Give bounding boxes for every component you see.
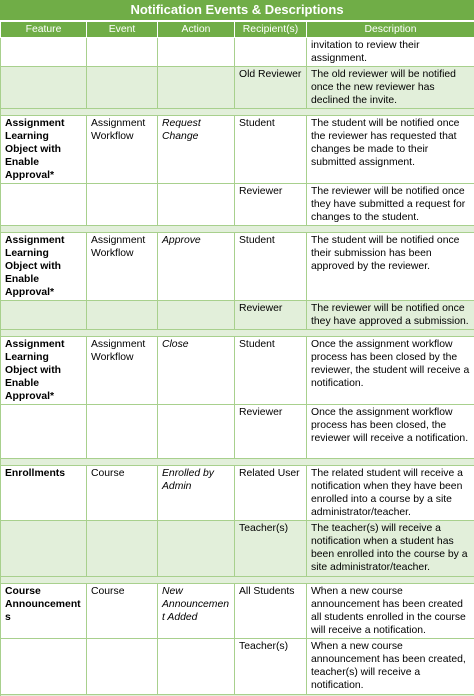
cell-action (158, 184, 235, 226)
cell-recipient: Student (235, 233, 307, 301)
row-separator (1, 577, 474, 584)
table-row (1, 184, 474, 226)
cell-action (158, 38, 235, 67)
table-row (1, 233, 474, 301)
cell-feature: Assignment Learning Object with Enable Approval* (1, 337, 87, 405)
cell-recipient: Student (235, 337, 307, 405)
cell-description: When a new course announcement has been created all students enrolled in the course will receive a notification. (307, 584, 474, 639)
header-row (1, 22, 474, 38)
cell-action (158, 405, 235, 459)
cell-feature (1, 67, 87, 109)
cell-feature (1, 38, 87, 67)
cell-action: Approve (158, 233, 235, 301)
notification-table (0, 21, 474, 696)
cell-event: Assignment Workflow (87, 233, 158, 301)
cell-event (87, 405, 158, 459)
cell-action (158, 301, 235, 330)
table-row (1, 466, 474, 521)
cell-recipient: Reviewer (235, 405, 307, 459)
cell-description: The reviewer will be notified once they have approved a submission. (307, 301, 474, 330)
cell-description: When a new course announcement has been created, teacher(s) will receive a notification. (307, 639, 474, 695)
cell-description: The student will be notified once their submission has been approved by the reviewer. (307, 233, 474, 301)
cell-description: The reviewer will be notified once they have submitted a request for changes to the student. (307, 184, 474, 226)
cell-recipient: Student (235, 116, 307, 184)
cell-event (87, 521, 158, 577)
cell-recipient: Reviewer (235, 301, 307, 330)
table-row (1, 301, 474, 330)
table-row (1, 521, 474, 577)
cell-action: Close (158, 337, 235, 405)
table-row (1, 639, 474, 695)
cell-event (87, 67, 158, 109)
cell-description: The teacher(s) will receive a notification when a student has been enrolled into the course by a site administrator/teacher. (307, 521, 474, 577)
cell-description: Once the assignment workflow process has been closed by the reviewer, the student will receive a notification. (307, 337, 474, 405)
cell-action (158, 639, 235, 695)
cell-feature (1, 405, 87, 459)
cell-feature (1, 521, 87, 577)
cell-event (87, 639, 158, 695)
header-description: Description (307, 22, 474, 38)
cell-feature (1, 639, 87, 695)
cell-feature (1, 184, 87, 226)
cell-description: The student will be notified once the reviewer has requested that changes be made to their submitted assignment. (307, 116, 474, 184)
cell-event (87, 184, 158, 226)
cell-event: Course (87, 466, 158, 521)
table-row (1, 116, 474, 184)
cell-recipient: Old Reviewer (235, 67, 307, 109)
table-row (1, 67, 474, 109)
table-title: Notification Events & Descriptions (0, 0, 474, 21)
cell-action: New Announcement Added (158, 584, 235, 639)
cell-event (87, 301, 158, 330)
cell-event (87, 38, 158, 67)
table-row (1, 38, 474, 67)
cell-feature (1, 301, 87, 330)
cell-action (158, 67, 235, 109)
table-row (1, 337, 474, 405)
table-row (1, 405, 474, 459)
cell-feature: Assignment Learning Object with Enable Approval* (1, 116, 87, 184)
header-action: Action (158, 22, 235, 38)
cell-description: The old reviewer will be notified once the new reviewer has declined the invite. (307, 67, 474, 109)
header-recipients: Recipient(s) (235, 22, 307, 38)
cell-action: Enrolled by Admin (158, 466, 235, 521)
cell-feature: Assignment Learning Object with Enable Approval* (1, 233, 87, 301)
row-separator (1, 226, 474, 233)
cell-event: Course (87, 584, 158, 639)
cell-recipient: Teacher(s) (235, 639, 307, 695)
cell-recipient: Teacher(s) (235, 521, 307, 577)
cell-feature: Course Announcements (1, 584, 87, 639)
cell-event: Assignment Workflow (87, 337, 158, 405)
table-row (1, 584, 474, 639)
cell-action: Request Change (158, 116, 235, 184)
row-separator (1, 330, 474, 337)
header-feature: Feature (1, 22, 87, 38)
cell-recipient (235, 38, 307, 67)
header-event: Event (87, 22, 158, 38)
cell-recipient: Related User (235, 466, 307, 521)
cell-feature: Enrollments (1, 466, 87, 521)
cell-description: invitation to review their assignment. (307, 38, 474, 67)
cell-description: The related student will receive a notification when they have been enrolled into a course by a site administrator/teacher. (307, 466, 474, 521)
cell-action (158, 521, 235, 577)
cell-recipient: Reviewer (235, 184, 307, 226)
cell-description: Once the assignment workflow process has been closed, the reviewer will receive a notification. (307, 405, 474, 459)
row-separator (1, 109, 474, 116)
cell-event: Assignment Workflow (87, 116, 158, 184)
row-separator (1, 459, 474, 466)
cell-recipient: All Students (235, 584, 307, 639)
